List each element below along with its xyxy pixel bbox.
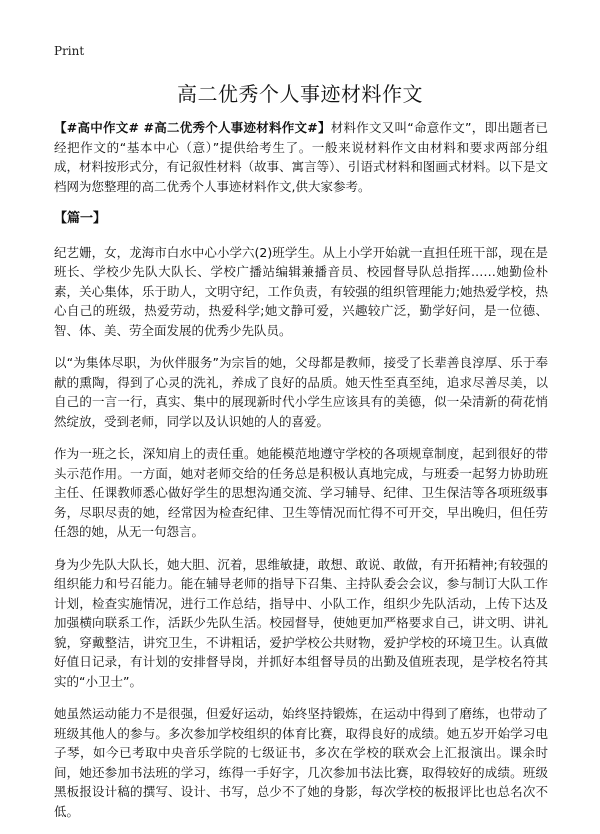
body-paragraph-5: 她虽然运动能力不是很强，但爱好运动，始终坚持锻炼，在运动中得到了磨练，也带动了班级其他人的参与。多次参加学校组织的体育比赛，取得良好的成绩。她五岁开始学习电子琴，如今已考取中央音乐学院的七级证书，多次在学校的联欢会上汇报演出。课余时间，她还参加书法班的学习，练得一手好字，几次参加书法比赛，取得较好的成绩。班级黑板报设计稿的撰写、设计、书写，总少不了她的身影，每次学校的板报评比也总名次不低。 — [54, 706, 548, 819]
print-label: Print — [54, 44, 85, 58]
section-heading: 【篇一】 — [54, 211, 107, 226]
document-body — [54, 118, 548, 834]
intro-tags: 【#高中作文# #高二优秀个人事迹材料作文#】 — [54, 120, 331, 135]
intro-paragraph — [54, 118, 548, 196]
intro-text: 材料作文又叫“命意作文”，即出题者已经把作文的“基本中心（意）”提供给考生了。一般来说材料作文由材料和要求两部分组成，材料按形式分，有记叙性材料（故事、寓言等）、引语式材料和图画式材料。以下是文档网为您整理的高二优秀个人事迹材料作文,供大家参考。 — [54, 120, 549, 194]
body-paragraph-2: 以“为集体尽职，为伙伴服务”为宗旨的她，父母都是教师，接受了长辈善良淳厚、乐于奉献的熏陶，得到了心灵的洗礼，养成了良好的品质。她天性至真至纯，追求尽善尽美，以自己的一言一行，真实、集中的展现新时代小学生应该具有的美德，似一朵清新的荷花悄然绽放，受到老师，同学以及认识她的人的喜爱。 — [54, 355, 548, 429]
body-paragraph-4: 身为少先队大队长，她大胆、沉着，思维敏捷，敢想、敢说、敢做，有开拓精神;有较强的组织能力和号召能力。能在辅导老师的指导下召集、主持队委会会议，参与制订大队工作计划，检查实施情况，进行工作总结，指导中、小队工作，组织少先队活动，上传下达及加强横向联系工作，活跃少先队生活。校园督导，使她更加严格要求自己，讲文明、讲礼貌，穿戴整洁，讲究卫生，不讲粗话，爱护学校公共财物，爱护学校的环境卫生。认真做好值日记录，有计划的安排督导岗，并抓好本组督导员的出勤及值班表现，是学校名符其实的“小卫士”。 — [54, 556, 548, 689]
page-title: 高二优秀个人事迹材料作文 — [177, 82, 423, 106]
body-paragraph-1: 纪艺姗，女，龙海市白水中心小学六(2)班学生。从上小学开始就一直担任班干部，现在是班长、学校少先队大队长、学校广播站编辑兼播音员、校园督导队总指挥……她勤俭朴素，关心集体，乐于助人，文明守纪，工作负责，有较强的组织管理能力;她热爱学校，热心自己的班级，热爱劳动，热爱科学;她文静可爱，兴趣较广泛，勤学好问，是一位德、智、体、美、劳全面发展的优秀少先队员。 — [54, 244, 548, 338]
body-paragraph-3: 作为一班之长，深知肩上的责任重。她能模范地遵守学校的各项规章制度，起到很好的带头示范作用。一方面，她对老师交给的任务总是积极认真地完成，与班委一起努力协助班主任、任课教师悉心做好学生的思想沟通交流、学习辅导、纪律、卫生保洁等各项班级事务，尽职尽责的她，经常因为检查纪律、卫生等情况而忙得不可开交，早出晚归，但任劳任怨的她，从无一句怨言。 — [54, 446, 548, 539]
